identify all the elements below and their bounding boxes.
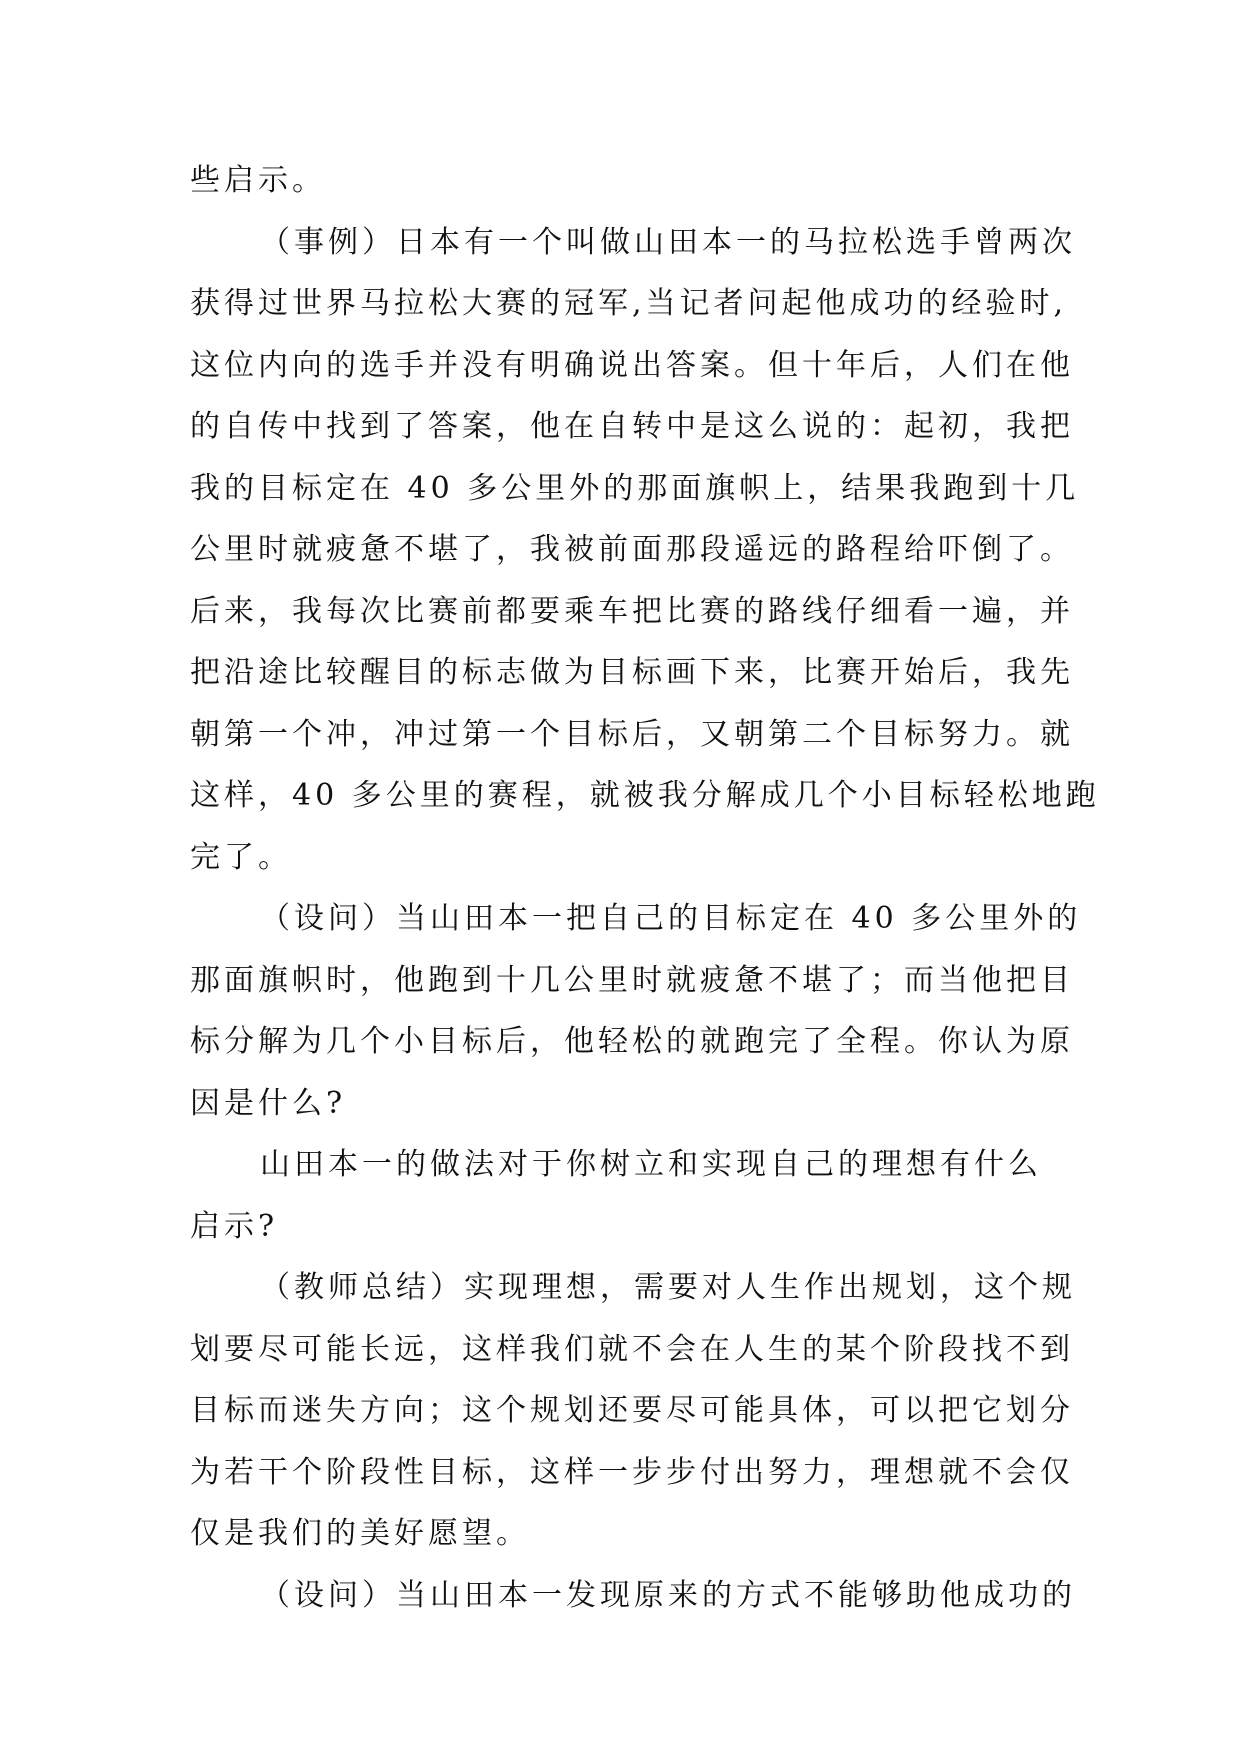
text-line: 这位内向的选手并没有明确说出答案。但十年后，人们在他 [190,347,1074,383]
text-line: 公里时就疲惫不堪了，我被前面那段遥远的路程给吓倒了。 [190,532,1074,567]
text-line: 标分解为几个小目标后，他轻松的就跑完了全程。你认为原 [190,1024,1074,1059]
body-text [190,150,1100,1626]
text-line: 启示? [190,1208,279,1244]
text-line: 目标而迷失方向；这个规划还要尽可能具体，可以把它划分 [190,1393,1074,1428]
text-line: 的自传中找到了答案，他在自转中是这么说的：起初，我把 [190,409,1074,444]
text-line: 那面旗帜时，他跑到十几公里时就疲惫不堪了；而当他把目 [190,962,1074,998]
text-line: 为若干个阶段性目标，这样一步步付出努力，理想就不会仅 [190,1454,1074,1490]
text-line: 这样，40 多公里的赛程，就被我分解成几个小目标轻松地跑 [190,778,1100,813]
text-line: 把沿途比较醒目的标志做为目标画下来，比赛开始后，我先 [190,655,1074,690]
text-line: 些启示。 [190,163,326,198]
text-line: 朝第一个冲，冲过第一个目标后，又朝第二个目标努力。就 [190,716,1074,752]
text-line: （教师总结）实现理想，需要对人生作出规划，这个规 [260,1270,1076,1305]
text-line: （设问）当山田本一把自己的目标定在 40 多公里外的 [260,901,1082,936]
text-line: 后来，我每次比赛前都要乘车把比赛的路线仔细看一遍，并 [190,593,1074,629]
text-line: 获得过世界马拉松大赛的冠军,当记者问起他成功的经验时, [190,286,1068,321]
text-line: 山田本一的做法对于你树立和实现自己的理想有什么 [260,1147,1042,1182]
text-line: （事例）日本有一个叫做山田本一的马拉松选手曾两次 [260,224,1076,260]
text-line: （设问）当山田本一发现原来的方式不能够助他成功的 [260,1577,1076,1613]
text-line: 我的目标定在 40 多公里外的那面旗帜上，结果我跑到十几 [190,470,1080,506]
text-line: 划要尽可能长远，这样我们就不会在人生的某个阶段找不到 [190,1331,1074,1367]
text-line: 因是什么? [190,1085,347,1121]
text-line: 完了。 [190,839,292,875]
text-line: 仅是我们的美好愿望。 [190,1516,530,1551]
